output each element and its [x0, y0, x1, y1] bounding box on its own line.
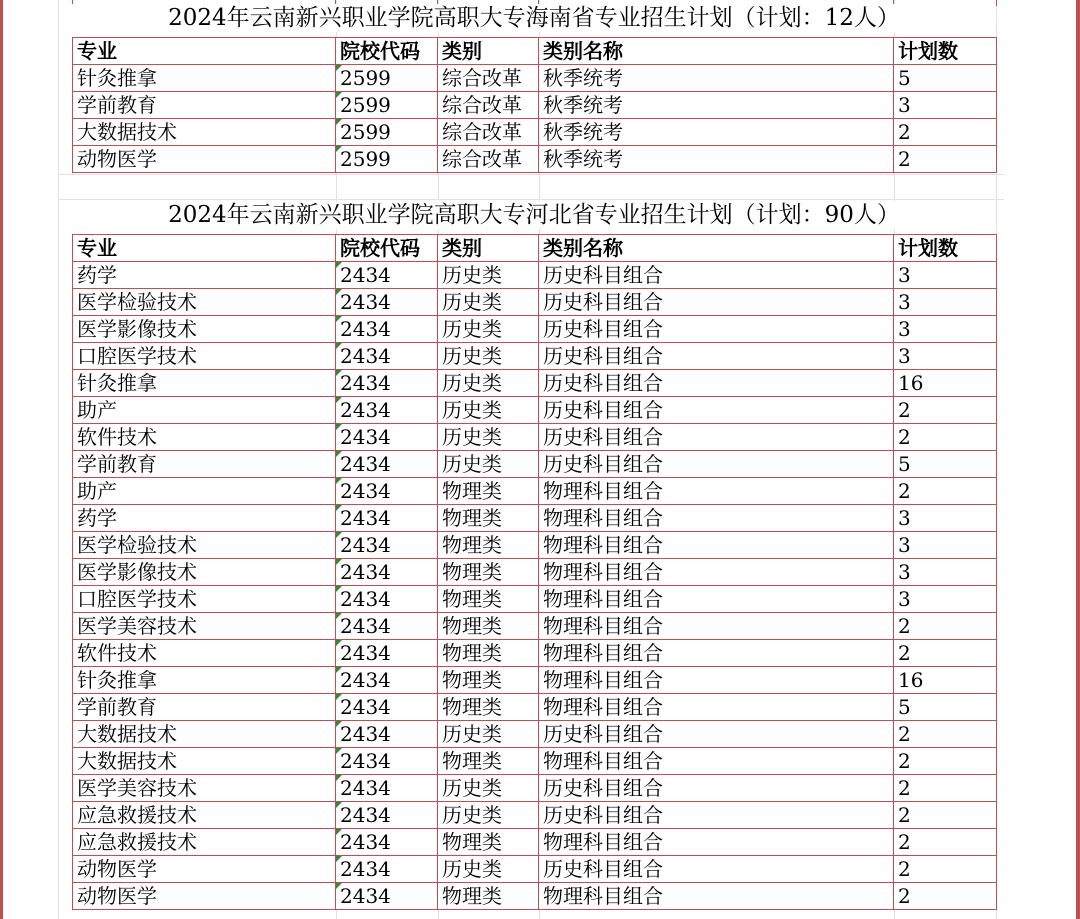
category-name-cell[interactable]: 秋季统考 — [539, 119, 894, 146]
category-cell[interactable]: 历史类 — [438, 397, 539, 424]
major-cell[interactable]: 应急救援技术 — [73, 829, 336, 856]
table-row — [73, 721, 997, 748]
category-name-cell[interactable]: 物理科目组合 — [539, 613, 894, 640]
school-code-cell[interactable]: 2434 — [336, 370, 438, 397]
plan-count-cell[interactable]: 3 — [894, 92, 997, 119]
table-row — [73, 505, 997, 532]
plan-count-cell[interactable]: 2 — [894, 775, 997, 802]
plan-count-cell[interactable]: 5 — [894, 65, 997, 92]
major-cell[interactable]: 医学检验技术 — [73, 532, 336, 559]
table-row — [73, 613, 997, 640]
category-name-cell[interactable]: 物理科目组合 — [539, 694, 894, 721]
major-cell[interactable]: 动物医学 — [73, 856, 336, 883]
major-cell[interactable]: 软件技术 — [73, 424, 336, 451]
plan-count-cell[interactable]: 2 — [894, 146, 997, 173]
plan-count-cell[interactable]: 5 — [894, 451, 997, 478]
table-row — [73, 343, 997, 370]
table-row — [73, 802, 997, 829]
plan-count-cell[interactable]: 3 — [894, 532, 997, 559]
major-cell[interactable]: 针灸推拿 — [73, 370, 336, 397]
column-header: 院校代码 — [336, 235, 438, 262]
plan-count-cell[interactable]: 2 — [894, 721, 997, 748]
plan-count-cell[interactable]: 2 — [894, 748, 997, 775]
category-name-cell[interactable]: 物理科目组合 — [539, 505, 894, 532]
category-cell[interactable]: 综合改革 — [438, 119, 539, 146]
table-row — [73, 146, 997, 173]
major-cell[interactable]: 口腔医学技术 — [73, 586, 336, 613]
category-cell[interactable]: 综合改革 — [438, 92, 539, 119]
column-header: 类别 — [438, 38, 539, 65]
major-cell[interactable]: 应急救援技术 — [73, 802, 336, 829]
window-edge-left — [0, 0, 3, 919]
category-name-cell[interactable]: 历史科目组合 — [539, 451, 894, 478]
plan-count-cell[interactable]: 2 — [894, 883, 997, 910]
category-cell[interactable]: 历史类 — [438, 451, 539, 478]
table-row — [73, 370, 997, 397]
category-name-cell[interactable]: 历史科目组合 — [539, 775, 894, 802]
school-code-cell[interactable]: 2434 — [336, 829, 438, 856]
major-cell[interactable]: 医学影像技术 — [73, 559, 336, 586]
school-code-cell[interactable]: 2599 — [336, 92, 438, 119]
table-row — [73, 289, 997, 316]
table-row — [73, 65, 997, 92]
category-name-cell[interactable]: 物理科目组合 — [539, 748, 894, 775]
school-code-cell[interactable]: 2434 — [336, 397, 438, 424]
category-cell[interactable]: 历史类 — [438, 802, 539, 829]
plan-count-cell[interactable]: 16 — [894, 667, 997, 694]
plan-count-cell[interactable]: 2 — [894, 613, 997, 640]
school-code-cell[interactable]: 2434 — [336, 316, 438, 343]
plan-count-cell[interactable]: 2 — [894, 829, 997, 856]
category-name-cell[interactable]: 历史科目组合 — [539, 316, 894, 343]
category-name-cell[interactable]: 秋季统考 — [539, 65, 894, 92]
column-header: 计划数 — [894, 235, 997, 262]
major-cell[interactable]: 医学检验技术 — [73, 289, 336, 316]
school-code-cell[interactable]: 2434 — [336, 478, 438, 505]
column-header: 专业 — [73, 235, 336, 262]
category-cell[interactable]: 物理类 — [438, 478, 539, 505]
plan-count-cell[interactable]: 3 — [894, 559, 997, 586]
table-row — [73, 586, 997, 613]
category-cell[interactable]: 物理类 — [438, 640, 539, 667]
school-code-cell[interactable]: 2434 — [336, 532, 438, 559]
plan-count-cell[interactable]: 2 — [894, 640, 997, 667]
category-name-cell[interactable]: 历史科目组合 — [539, 424, 894, 451]
plan-count-cell[interactable]: 2 — [894, 119, 997, 146]
plan-table — [72, 234, 997, 910]
plan-count-cell[interactable]: 2 — [894, 424, 997, 451]
school-code-cell[interactable]: 2434 — [336, 451, 438, 478]
major-cell[interactable]: 动物医学 — [73, 883, 336, 910]
category-cell[interactable]: 历史类 — [438, 316, 539, 343]
major-cell[interactable]: 大数据技术 — [73, 748, 336, 775]
table-row — [73, 748, 997, 775]
school-code-cell[interactable]: 2434 — [336, 667, 438, 694]
category-name-cell[interactable]: 物理科目组合 — [539, 478, 894, 505]
major-cell[interactable]: 学前教育 — [73, 694, 336, 721]
major-cell[interactable]: 医学美容技术 — [73, 775, 336, 802]
plan-count-cell[interactable]: 3 — [894, 262, 997, 289]
category-cell[interactable]: 历史类 — [438, 343, 539, 370]
category-name-cell[interactable]: 历史科目组合 — [539, 262, 894, 289]
plan-count-cell[interactable]: 5 — [894, 694, 997, 721]
category-cell[interactable]: 物理类 — [438, 748, 539, 775]
category-cell[interactable]: 综合改革 — [438, 146, 539, 173]
school-code-cell[interactable]: 2434 — [336, 883, 438, 910]
category-name-cell[interactable]: 物理科目组合 — [539, 667, 894, 694]
school-code-cell[interactable]: 2434 — [336, 343, 438, 370]
table-row — [73, 532, 997, 559]
window-edge-right — [1076, 0, 1080, 919]
major-cell[interactable]: 口腔医学技术 — [73, 343, 336, 370]
table-row — [73, 775, 997, 802]
section-title: 2024年云南新兴职业学院高职大专河北省专业招生计划（计划：90人） — [72, 201, 996, 229]
table-row — [73, 667, 997, 694]
category-name-cell[interactable]: 历史科目组合 — [539, 856, 894, 883]
school-code-cell[interactable]: 2434 — [336, 856, 438, 883]
major-cell[interactable]: 大数据技术 — [73, 119, 336, 146]
category-cell[interactable]: 物理类 — [438, 667, 539, 694]
table-row — [73, 397, 997, 424]
header-row — [73, 235, 997, 262]
column-header: 类别名称 — [539, 235, 894, 262]
table-row — [73, 856, 997, 883]
major-cell[interactable]: 医学影像技术 — [73, 316, 336, 343]
category-cell[interactable]: 物理类 — [438, 883, 539, 910]
category-name-cell[interactable]: 历史科目组合 — [539, 289, 894, 316]
major-cell[interactable]: 药学 — [73, 262, 336, 289]
category-cell[interactable]: 历史类 — [438, 370, 539, 397]
table-row — [73, 92, 997, 119]
major-cell[interactable]: 大数据技术 — [73, 721, 336, 748]
category-name-cell[interactable]: 物理科目组合 — [539, 829, 894, 856]
major-cell[interactable]: 针灸推拿 — [73, 667, 336, 694]
plan-count-cell[interactable]: 2 — [894, 802, 997, 829]
major-cell[interactable]: 学前教育 — [73, 92, 336, 119]
plan-count-cell[interactable]: 3 — [894, 316, 997, 343]
category-cell[interactable]: 物理类 — [438, 694, 539, 721]
school-code-cell[interactable]: 2434 — [336, 640, 438, 667]
major-cell[interactable]: 助产 — [73, 397, 336, 424]
section-title: 2024年云南新兴职业学院高职大专海南省专业招生计划（计划：12人） — [72, 4, 996, 32]
plan-count-cell[interactable]: 2 — [894, 397, 997, 424]
category-cell[interactable]: 物理类 — [438, 613, 539, 640]
school-code-cell[interactable]: 2434 — [336, 289, 438, 316]
plan-count-cell[interactable]: 2 — [894, 856, 997, 883]
category-cell[interactable]: 历史类 — [438, 424, 539, 451]
plan-count-cell[interactable]: 3 — [894, 289, 997, 316]
table-row — [73, 451, 997, 478]
school-code-cell[interactable]: 2599 — [336, 65, 438, 92]
category-cell[interactable]: 物理类 — [438, 559, 539, 586]
category-cell[interactable]: 历史类 — [438, 721, 539, 748]
school-code-cell[interactable]: 2434 — [336, 424, 438, 451]
plan-table — [72, 37, 997, 173]
major-cell[interactable]: 软件技术 — [73, 640, 336, 667]
school-code-cell[interactable]: 2434 — [336, 721, 438, 748]
column-header: 类别 — [438, 235, 539, 262]
category-name-cell[interactable]: 历史科目组合 — [539, 397, 894, 424]
category-name-cell[interactable]: 物理科目组合 — [539, 883, 894, 910]
column-header: 院校代码 — [336, 38, 438, 65]
header-row — [73, 38, 997, 65]
school-code-cell[interactable]: 2434 — [336, 694, 438, 721]
table-row — [73, 424, 997, 451]
category-cell[interactable]: 历史类 — [438, 289, 539, 316]
category-cell[interactable]: 综合改革 — [438, 65, 539, 92]
table-row — [73, 883, 997, 910]
major-cell[interactable]: 助产 — [73, 478, 336, 505]
category-name-cell[interactable]: 秋季统考 — [539, 146, 894, 173]
table-row — [73, 316, 997, 343]
major-cell[interactable]: 医学美容技术 — [73, 613, 336, 640]
category-name-cell[interactable]: 物理科目组合 — [539, 586, 894, 613]
major-cell[interactable]: 药学 — [73, 505, 336, 532]
category-name-cell[interactable]: 物理科目组合 — [539, 559, 894, 586]
table-row — [73, 119, 997, 146]
category-name-cell[interactable]: 秋季统考 — [539, 92, 894, 119]
table-row — [73, 559, 997, 586]
school-code-cell[interactable]: 2434 — [336, 586, 438, 613]
plan-count-cell[interactable]: 16 — [894, 370, 997, 397]
table-row — [73, 694, 997, 721]
column-header: 类别名称 — [539, 38, 894, 65]
plan-count-cell[interactable]: 2 — [894, 478, 997, 505]
table-row — [73, 262, 997, 289]
school-code-cell[interactable]: 2434 — [336, 505, 438, 532]
major-cell[interactable]: 学前教育 — [73, 451, 336, 478]
category-cell[interactable]: 物理类 — [438, 829, 539, 856]
category-cell[interactable]: 物理类 — [438, 532, 539, 559]
column-header: 计划数 — [894, 38, 997, 65]
category-cell[interactable]: 物理类 — [438, 505, 539, 532]
school-code-cell[interactable]: 2434 — [336, 559, 438, 586]
category-cell[interactable]: 物理类 — [438, 586, 539, 613]
school-code-cell[interactable]: 2434 — [336, 802, 438, 829]
major-cell[interactable]: 动物医学 — [73, 146, 336, 173]
table-row — [73, 640, 997, 667]
plan-count-cell[interactable]: 3 — [894, 343, 997, 370]
school-code-cell[interactable]: 2434 — [336, 613, 438, 640]
column-header: 专业 — [73, 38, 336, 65]
school-code-cell[interactable]: 2434 — [336, 775, 438, 802]
school-code-cell[interactable]: 2599 — [336, 146, 438, 173]
category-name-cell[interactable]: 物理科目组合 — [539, 640, 894, 667]
school-code-cell[interactable]: 2434 — [336, 262, 438, 289]
plan-count-cell[interactable]: 3 — [894, 586, 997, 613]
school-code-cell[interactable]: 2434 — [336, 748, 438, 775]
school-code-cell[interactable]: 2599 — [336, 119, 438, 146]
major-cell[interactable]: 针灸推拿 — [73, 65, 336, 92]
category-name-cell[interactable]: 历史科目组合 — [539, 370, 894, 397]
category-cell[interactable]: 历史类 — [438, 262, 539, 289]
category-name-cell[interactable]: 物理科目组合 — [539, 532, 894, 559]
category-name-cell[interactable]: 历史科目组合 — [539, 721, 894, 748]
plan-count-cell[interactable]: 3 — [894, 505, 997, 532]
table-row — [73, 478, 997, 505]
category-name-cell[interactable]: 历史科目组合 — [539, 343, 894, 370]
category-cell[interactable]: 历史类 — [438, 775, 539, 802]
category-cell[interactable]: 历史类 — [438, 856, 539, 883]
table-row — [73, 829, 997, 856]
category-name-cell[interactable]: 历史科目组合 — [539, 802, 894, 829]
